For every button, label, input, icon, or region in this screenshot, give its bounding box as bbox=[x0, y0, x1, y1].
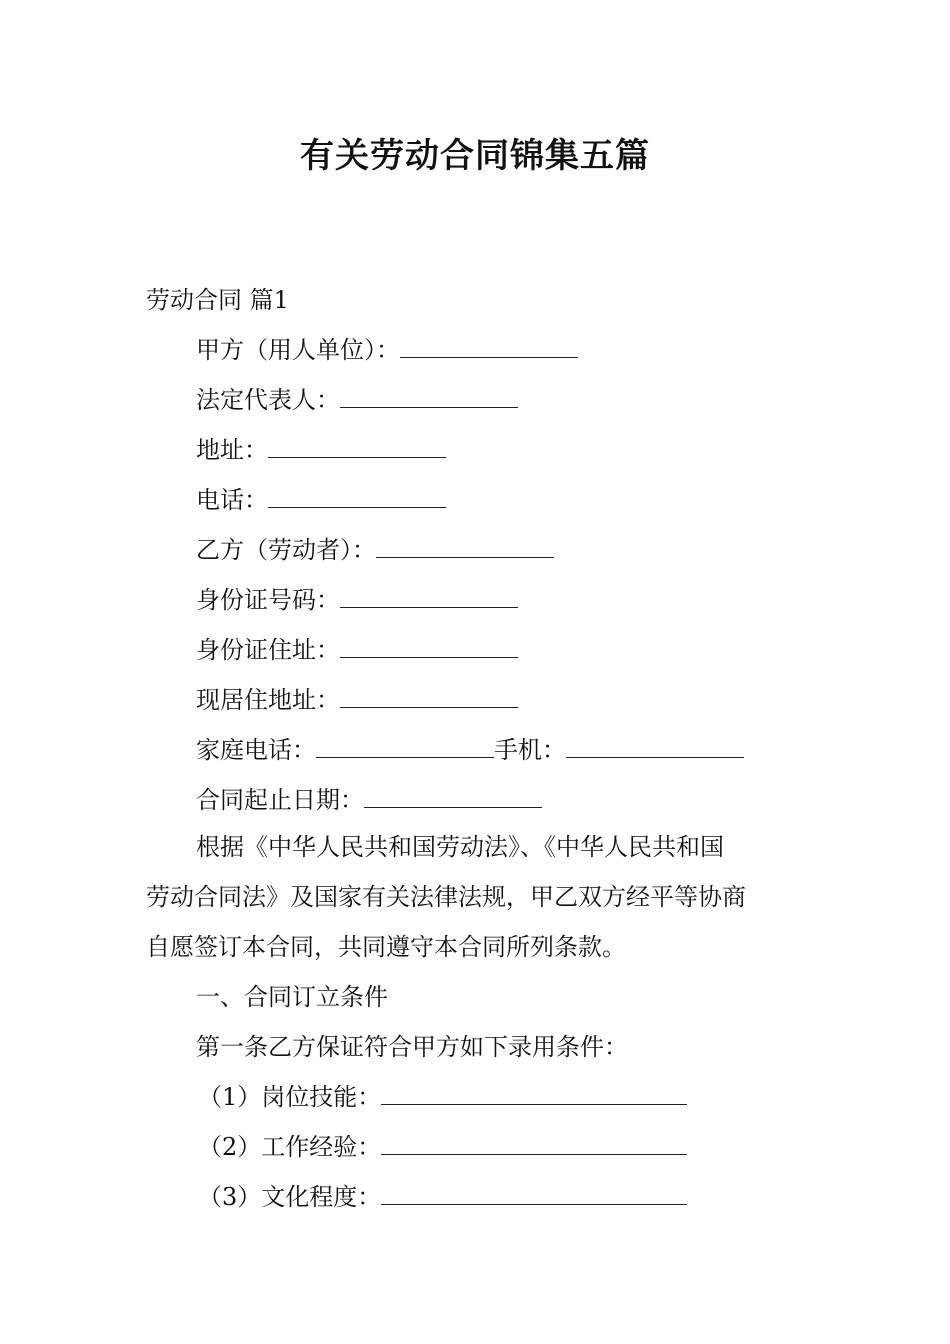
field-label: 身份证号码： bbox=[196, 586, 340, 614]
field-label: 身份证住址： bbox=[196, 636, 340, 664]
fill-blank[interactable] bbox=[381, 1132, 687, 1155]
fill-blank[interactable] bbox=[268, 435, 446, 458]
fill-blank[interactable] bbox=[340, 685, 518, 708]
section-heading: 劳动合同 篇1 bbox=[146, 286, 289, 314]
fill-blank[interactable] bbox=[268, 485, 446, 508]
field-contract-dates bbox=[196, 785, 542, 815]
field-home-phone bbox=[196, 735, 744, 765]
field-label: 电话： bbox=[196, 486, 268, 514]
preamble-line: 自愿签订本合同，共同遵守本合同所列条款。 bbox=[146, 933, 626, 961]
field-label: 家庭电话： bbox=[196, 736, 316, 764]
fill-blank[interactable] bbox=[566, 735, 744, 758]
field-address bbox=[196, 435, 446, 465]
condition-experience bbox=[198, 1132, 687, 1162]
preamble-line: 根据《中华人民共和国劳动法》、《中华人民共和国 bbox=[196, 833, 724, 861]
field-label: 法定代表人： bbox=[196, 386, 340, 414]
field-employer bbox=[196, 335, 578, 365]
condition-skill bbox=[198, 1082, 687, 1112]
fill-blank[interactable] bbox=[364, 785, 542, 808]
document-title: 有关劳动合同锦集五篇 bbox=[300, 136, 650, 176]
condition-label: （1）岗位技能： bbox=[198, 1083, 382, 1111]
field-label: 现居住地址： bbox=[196, 686, 340, 714]
field-employee bbox=[196, 535, 554, 565]
fill-blank[interactable] bbox=[340, 635, 518, 658]
part-heading: 一、合同订立条件 bbox=[196, 983, 388, 1011]
fill-blank[interactable] bbox=[316, 735, 494, 758]
field-label: 合同起止日期： bbox=[196, 786, 364, 814]
fill-blank[interactable] bbox=[340, 585, 518, 608]
condition-label: （2）工作经验： bbox=[198, 1133, 382, 1161]
fill-blank[interactable] bbox=[376, 535, 554, 558]
fill-blank[interactable] bbox=[400, 335, 578, 358]
preamble-line: 劳动合同法》及国家有关法律法规，甲乙双方经平等协商 bbox=[146, 883, 746, 911]
field-label: 地址： bbox=[196, 436, 268, 464]
condition-label: （3）文化程度： bbox=[198, 1183, 382, 1211]
fill-blank[interactable] bbox=[381, 1082, 687, 1105]
field-id-number bbox=[196, 585, 518, 615]
field-label: 乙方（劳动者）： bbox=[196, 536, 376, 564]
field-label: 甲方（用人单位）： bbox=[196, 336, 400, 364]
field-label: 手机： bbox=[494, 736, 566, 764]
fill-blank[interactable] bbox=[381, 1182, 687, 1205]
field-current-address bbox=[196, 685, 518, 715]
field-legal-rep bbox=[196, 385, 518, 415]
article-text: 第一条乙方保证符合甲方如下录用条件： bbox=[196, 1033, 628, 1061]
condition-education bbox=[198, 1182, 687, 1212]
field-phone bbox=[196, 485, 446, 515]
field-id-address bbox=[196, 635, 518, 665]
fill-blank[interactable] bbox=[340, 385, 518, 408]
